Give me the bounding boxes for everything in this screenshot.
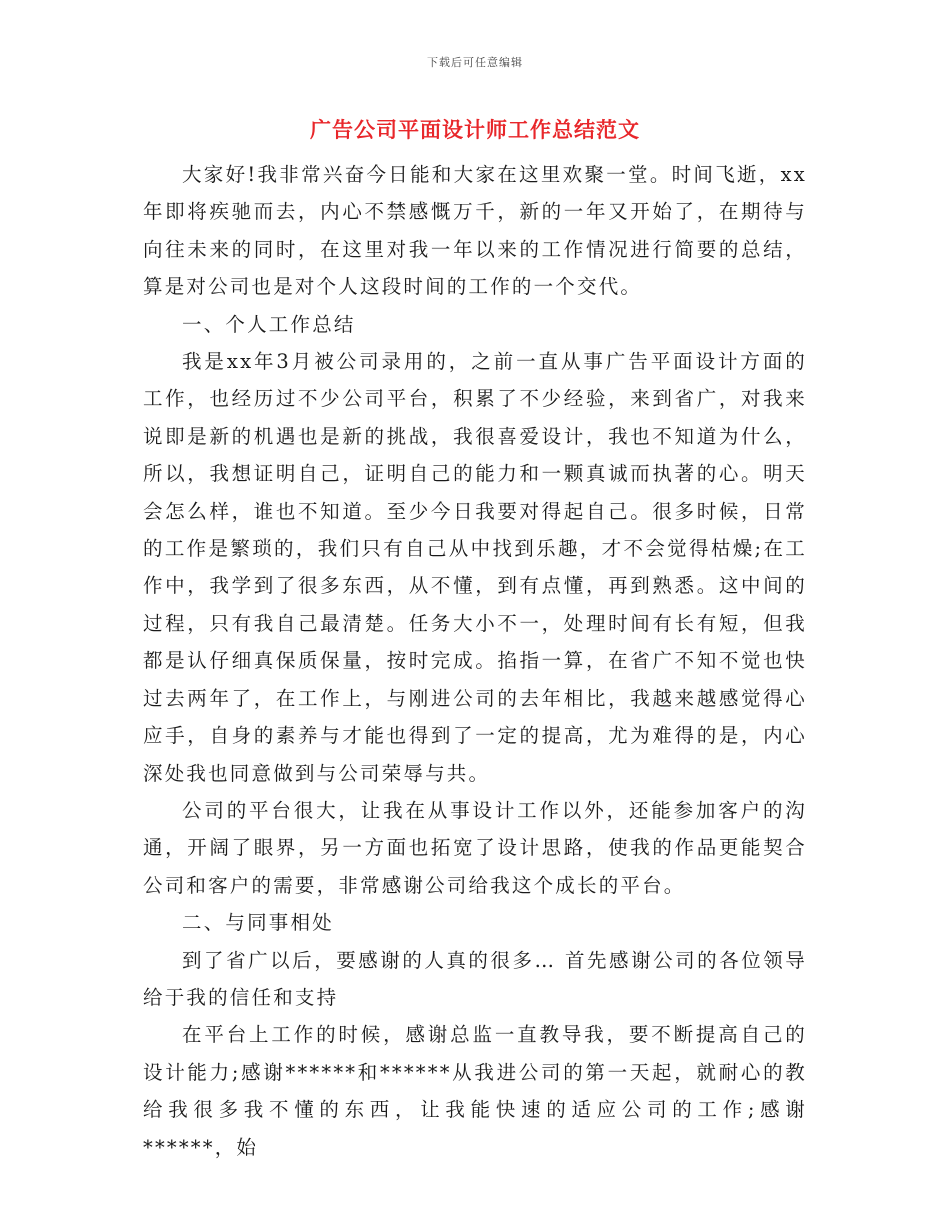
paragraph-intro: 大家好!我非常兴奋今日能和大家在这里欢聚一堂。时间飞逝，xx年即将疾驰而去，内心不禁感慨万千，新的一年又开始了，在期待与向往未来的同时，在这里对我一年以来的工作情况进行简要的总结，算是对公司也是对个人这段时间的工作的一个交代。 (143, 163, 807, 299)
page-header-note: 下载后可任意编辑 (427, 56, 523, 69)
section-heading-personal-summary: 一、个人工作总结 (182, 312, 356, 336)
paragraph-personal-summary: 我是xx年3月被公司录用的，之前一直从事广告平面设计方面的工作，也经历过不少公司平台，积累了不少经验，来到省广，对我来说即是新的机遇也是新的挑战，我很喜爱设计，我也不知道为什么，所以，我想证明自己，证明自己的能力和一颗真诚而执著的心。明天会怎么样，谁也不知道。至少今日我要对得起自己。很多时候，日常的工作是繁琐的，我们只有自己从中找到乐趣，才不会觉得枯燥;在工作中，我学到了很多东西，从不懂，到有点懂，再到熟悉。这中间的过程，只有我自己最清楚。任务大小不一，处理时间有长有短，但我都是认仔细真保质保量，按时完成。掐指一算，在省广不知不觉也快过去两年了，在工作上，与刚进公司的去年相比，我越来越感觉得心应手，自身的素养与才能也得到了一定的提高，尤为难得的是，内心深处我也同意做到与公司荣辱与共。 (143, 350, 807, 785)
paragraph-company-platform: 公司的平台很大，让我在从事设计工作以外，还能参加客户的沟通，开阔了眼界，另一方面也拓宽了设计思路，使我的作品更能契合公司和客户的需要，非常感谢公司给我这个成长的平台。 (143, 798, 807, 897)
section-heading-colleagues: 二、与同事相处 (182, 911, 334, 935)
document-body (143, 156, 807, 1166)
document-title: 广告公司平面设计师工作总结范文 (310, 117, 640, 142)
paragraph-thanks-leaders: 到了省广以后，要感谢的人真的很多… 首先感谢公司的各位领导给于我的信任和支持 (143, 948, 807, 1009)
paragraph-thanks-colleagues: 在平台上工作的时候，感谢总监一直教导我，要不断提高自己的设计能力;感谢******和******从我进公司的第一天起，就耐心的教给我很多我不懂的东西，让我能快速的适应公司的工作;感谢******，始 (143, 1023, 807, 1159)
